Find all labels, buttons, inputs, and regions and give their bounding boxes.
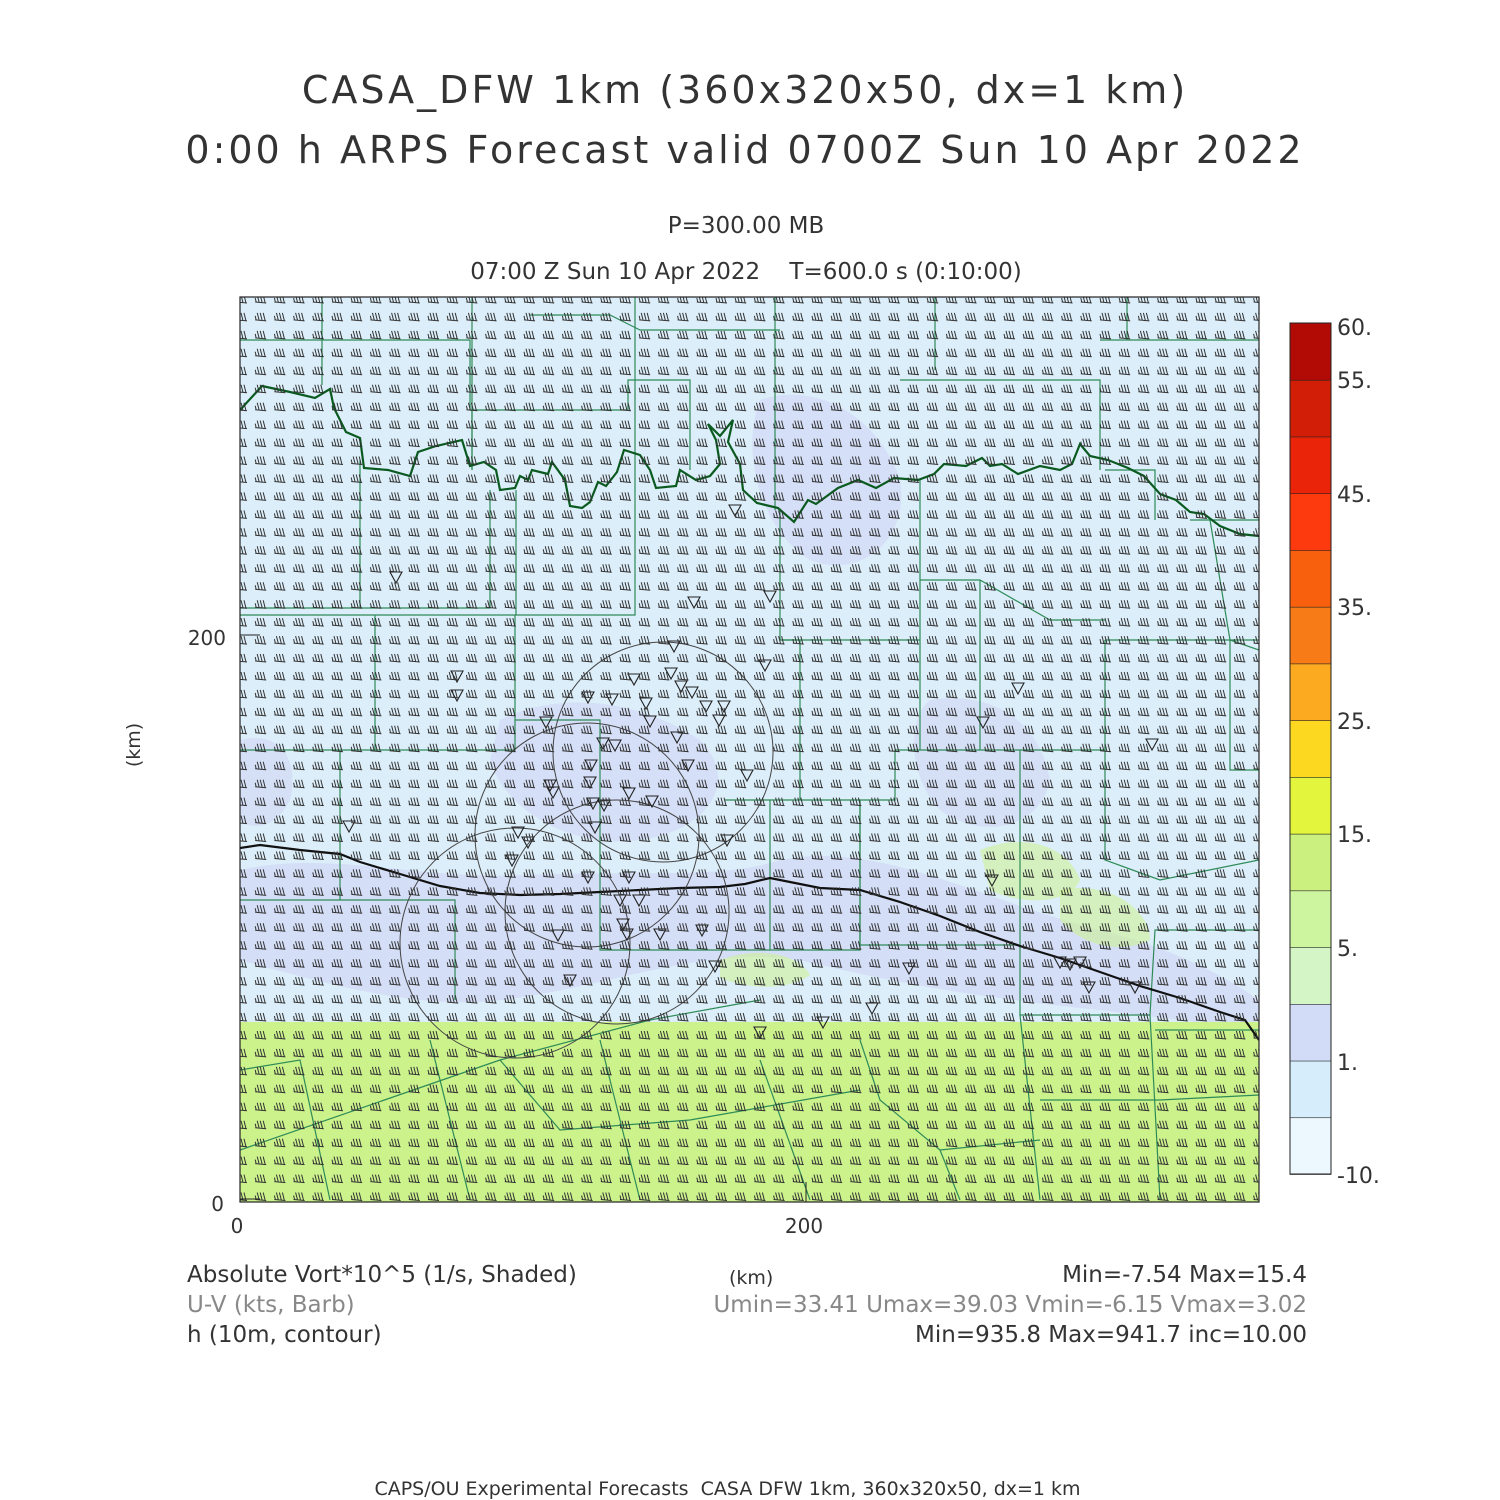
colorbar-label: 15. (1337, 823, 1372, 848)
y-tick-label: 0 (211, 1192, 224, 1216)
colorbar-segment (1290, 323, 1331, 380)
colorbar-segment (1290, 607, 1331, 664)
colorbar-label: 45. (1337, 483, 1372, 508)
colorbar-label: 1. (1337, 1051, 1358, 1076)
colorbar-label: 5. (1337, 937, 1358, 962)
legend-field-height: h (10m, contour) (187, 1322, 382, 1348)
legend-field-vorticity-stats: Min=-7.54 Max=15.4 (1062, 1262, 1307, 1288)
colorbar-segment (1290, 1004, 1331, 1061)
legend-field-wind-stats: Umin=33.41 Umax=39.03 Vmin=-6.15 Vmax=3.02 (713, 1292, 1307, 1318)
x-tick-label: 0 (230, 1214, 244, 1238)
colorbar (1290, 323, 1331, 1175)
colorbar-segment (1290, 493, 1331, 550)
valid-time: 07:00 Z Sun 10 Apr 2022 T=600.0 s (0:10:00) (470, 259, 1022, 285)
title-line-1: CASA_DFW 1km (360x320x50, dx=1 km) (301, 68, 1189, 112)
y-axis-label: (km) (123, 722, 145, 768)
x-tick-label: 200 (784, 1214, 824, 1238)
legend-field-vorticity: Absolute Vort*10^5 (1/s, Shaded) (187, 1262, 577, 1288)
vorticity-green-zone (240, 1022, 1259, 1202)
colorbar-label: 60. (1337, 316, 1372, 341)
colorbar-segment (1290, 890, 1331, 947)
legend-field-wind: U-V (kts, Barb) (187, 1292, 355, 1318)
colorbar-segment (1290, 947, 1331, 1004)
x-axis-label: (km) (729, 1267, 774, 1289)
colorbar-segment (1290, 834, 1331, 891)
colorbar-segment (1290, 550, 1331, 607)
title-line-2: 0:00 h ARPS Forecast valid 0700Z Sun 10 Apr 2022 (185, 128, 1305, 172)
colorbar-segment (1290, 380, 1331, 437)
colorbar-label: 25. (1337, 710, 1372, 735)
colorbar-segment (1290, 720, 1331, 777)
colorbar-segment (1290, 663, 1331, 720)
legend-field-height-stats: Min=935.8 Max=941.7 inc=10.00 (915, 1322, 1307, 1348)
colorbar-label: 35. (1337, 596, 1372, 621)
colorbar-segment (1290, 777, 1331, 834)
pressure-level: P=300.00 MB (667, 213, 825, 239)
y-tick-label: 200 (187, 626, 226, 650)
colorbar-segment (1290, 1117, 1331, 1174)
colorbar-label: 55. (1337, 369, 1372, 394)
colorbar-segment (1290, 1061, 1331, 1118)
colorbar-segment (1290, 436, 1331, 493)
footer-credit: CAPS/OU Experimental Forecasts CASA DFW 1km, 360x320x50, dx=1 km (374, 1478, 1081, 1500)
colorbar-labels (1337, 316, 1380, 1189)
colorbar-label: -10. (1337, 1164, 1380, 1189)
